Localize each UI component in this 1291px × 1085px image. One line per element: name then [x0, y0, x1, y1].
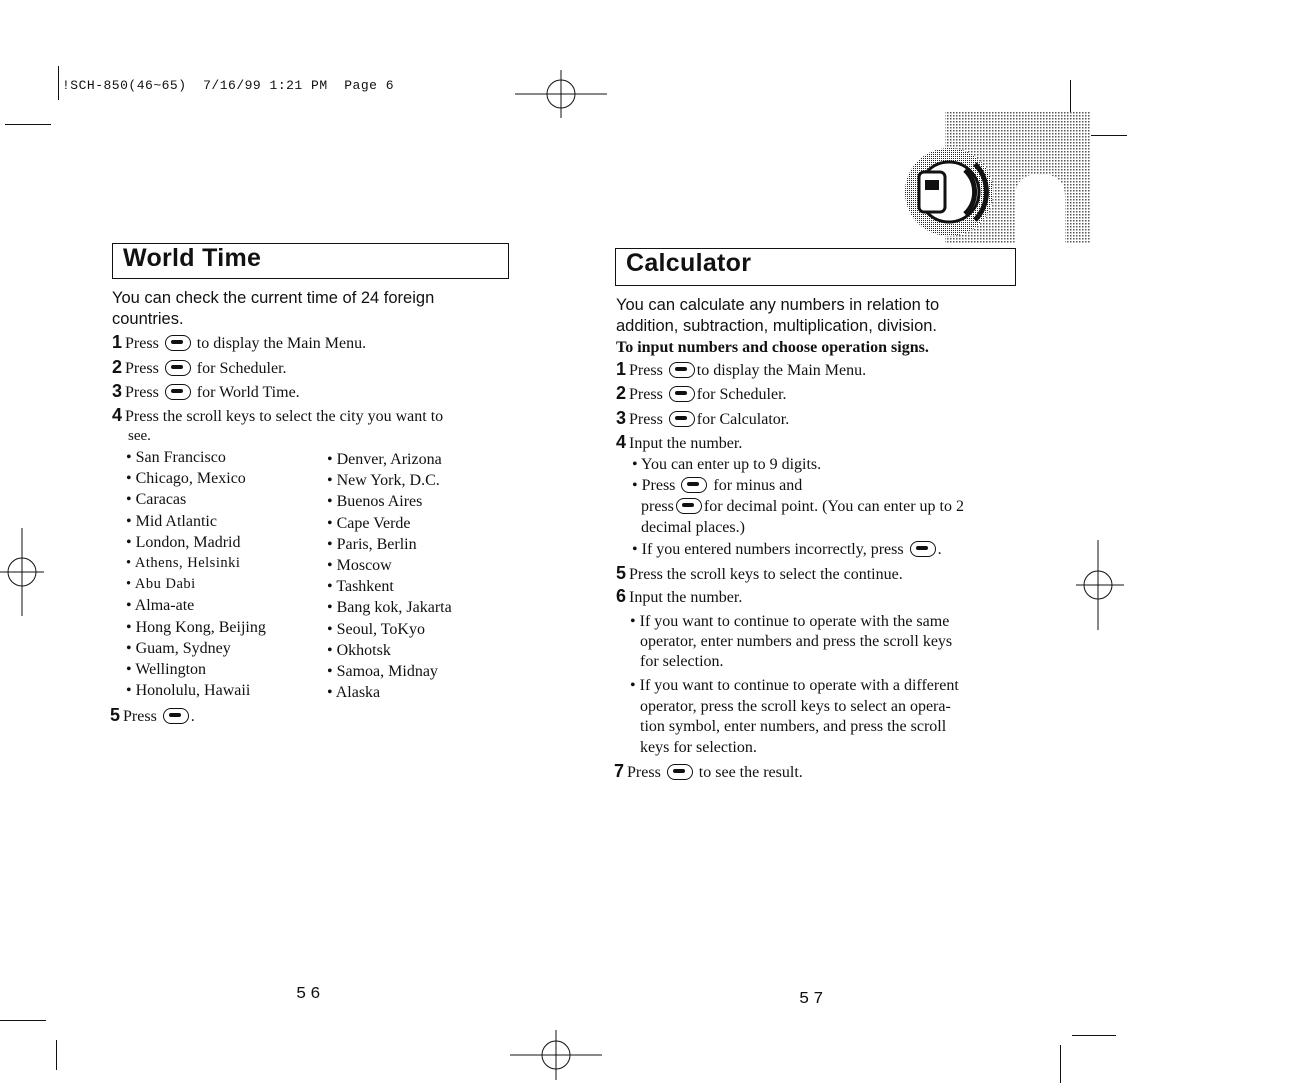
calculator-subhead: To input numbers and choose operation signs. — [616, 339, 929, 356]
planner-graphic-icon — [905, 112, 1091, 244]
list-item-continuation: press for decimal point. (You can enter up to 2 — [641, 498, 964, 515]
list-item: • Tashkent — [327, 578, 394, 596]
list-item: • Guam, Sydney — [126, 639, 231, 657]
section-title: Calculator — [626, 249, 752, 277]
menu-key-icon — [669, 362, 695, 378]
registration-mark — [510, 1030, 602, 1080]
send-key-icon — [667, 764, 693, 780]
list-item: • Samoa, Midnay — [327, 662, 438, 680]
print-header: !SCH-850(46~65) 7/16/99 1:21 PM Page 6 — [62, 78, 395, 93]
key-4-icon — [165, 360, 191, 376]
list-item: • Buenos Aires — [327, 493, 423, 511]
registration-mark — [515, 70, 607, 118]
star-key-icon — [681, 477, 707, 493]
list-item: • Denver, Arizona — [327, 451, 442, 468]
list-item: • Caracas — [126, 491, 187, 509]
list-item: • Okhotsk — [327, 641, 391, 659]
world-time-intro: You can check the current time of 24 foreign countries. — [112, 289, 435, 328]
step-1: 1 Press to display the Main Menu. — [112, 332, 367, 352]
key-5-icon — [165, 384, 191, 400]
calculator-title-box — [615, 248, 1016, 286]
step-3: 3 Press for World Time. — [112, 381, 300, 401]
crop-mark — [58, 66, 59, 100]
list-item: • Honolulu, Hawaii — [126, 682, 251, 700]
list-item: • Paris, Berlin — [327, 535, 417, 553]
crop-mark — [1060, 1045, 1061, 1083]
key-4-icon — [669, 386, 695, 402]
list-item: • London, Madrid — [126, 533, 241, 551]
crop-mark — [56, 1040, 57, 1070]
list-item: • If you entered numbers incorrectly, press . — [632, 541, 942, 558]
menu-key-icon — [165, 335, 191, 351]
list-item: • Chicago, Mexico — [126, 470, 246, 488]
list-item: • You can enter up to 9 digits. — [632, 456, 822, 473]
step-5: 5 Press . — [110, 705, 195, 725]
step-4: 4 Press the scroll keys to select the city you want to — [112, 405, 444, 425]
step-1: 1 Press to display the Main Menu. — [616, 359, 867, 379]
list-item: • Press for minus and — [632, 477, 803, 494]
list-item: • Mid Atlantic — [126, 512, 217, 530]
end-key-icon — [163, 708, 189, 724]
registration-mark — [1076, 540, 1124, 630]
step-4: 4 Input the number. — [616, 432, 743, 452]
list-item: • Bang kok, Jakarta — [327, 599, 452, 617]
step-6: 6 Input the number. — [616, 586, 743, 606]
list-item: • Cape Verde — [327, 514, 411, 532]
world-time-title-box — [112, 243, 509, 279]
step-3: 3 Press for Calculator. — [616, 408, 790, 428]
key-7-icon — [669, 411, 695, 427]
list-item-continuation: decimal places.) — [641, 519, 745, 536]
list-item: • New York, D.C. — [327, 472, 440, 490]
step-7: 7 Press to see the result. — [614, 761, 803, 781]
step-4-continuation: see. — [128, 428, 151, 444]
section-title: World Time — [123, 244, 262, 272]
hash-key-icon — [676, 498, 702, 514]
step-2: 2 Press for Scheduler. — [616, 383, 787, 403]
page-number-left: 56 — [296, 985, 325, 1004]
crop-mark — [0, 1020, 46, 1021]
list-item: • Alaska — [327, 684, 381, 702]
crop-mark — [5, 124, 51, 125]
list-item: • San Francisco — [126, 449, 226, 466]
cities-column-1 — [126, 449, 266, 703]
list-item: • Athens, Helsinki — [126, 554, 241, 571]
page-number-right: 57 — [799, 990, 828, 1009]
calculator-intro: You can calculate any numbers in relation to addition, subtraction, multiplication, division. — [616, 296, 940, 335]
list-item: • Moscow — [327, 556, 392, 574]
clr-key-icon — [910, 541, 936, 557]
list-item: • Hong Kong, Beijing — [126, 618, 266, 636]
step-5: 5 Press the scroll keys to select the continue. — [616, 563, 903, 583]
list-item: • Alma-ate — [126, 597, 195, 615]
cities-column-2 — [327, 451, 452, 705]
registration-mark — [0, 528, 44, 616]
step-6-bullet-2: • If you want to continue to operate with a different operator, press the scroll keys to select an opera- tion symbol, enter numbers, and press the scroll keys for selection. — [630, 677, 959, 756]
list-item: • Wellington — [126, 660, 207, 678]
crop-mark — [1085, 135, 1127, 136]
step-2: 2 Press for Scheduler. — [112, 357, 287, 377]
crop-mark — [1072, 1035, 1116, 1036]
list-item: • Seoul, ToKyo — [327, 620, 425, 638]
step-6-bullet-1: • If you want to continue to operate with the same operator, enter numbers and press the scroll keys for selection. — [630, 613, 953, 670]
list-item: • Abu Dabi — [126, 576, 196, 593]
